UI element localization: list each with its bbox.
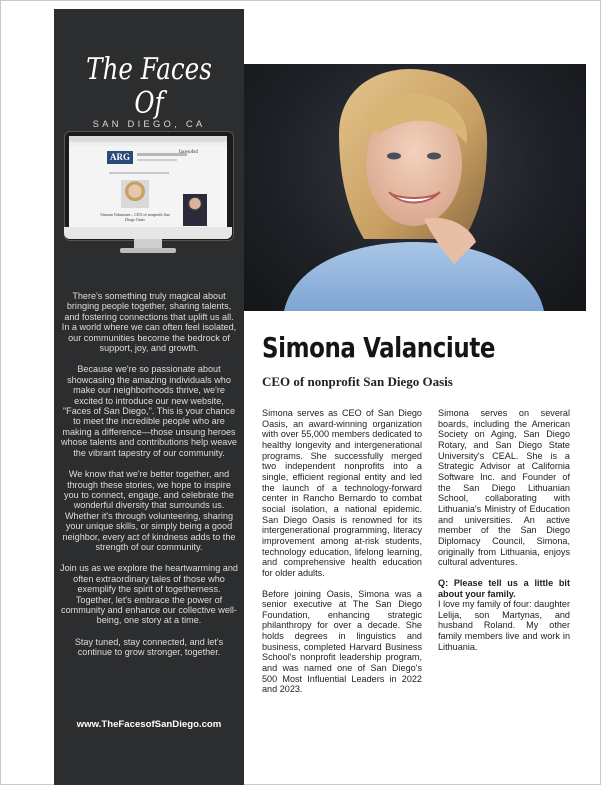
sidebar-intro-text <box>60 291 238 669</box>
profile-name: Simona Valanciute <box>262 331 496 364</box>
sidebar-paragraph-1: There's something truly magical about bringing people together, sharing talents, and fostering connections that uplift us all. In a world where we can often feel isolated, our communities become the bedrock of support, joy, and growth. <box>61 291 237 354</box>
article-paragraph-1: Simona serves as CEO of San Diego Oasis, an award-winning organization with over 55,000 members dedicated to healthy longevity and intergenerational programs. She successfully merged two independent nonprofits into a single, efficient regional entity and led the launch of a technology-forward center in Rancho Bernardo to combat social isolation, a national epidemic. San Diego Oasis is renowned for its intergenerational programming, literacy improvement among at-risk students, technology education, lifelong learning, and comprehensive health education for older adults. <box>262 408 422 578</box>
logo-script-text: The Faces Of <box>86 52 212 121</box>
screen-nav-line-2 <box>137 159 177 161</box>
interview-answer: I love my family of four: daughter Lelija, son Martynas, and husband Roland. My other family members live and work in Lithuania. <box>438 599 570 652</box>
website-url: www.TheFacesofSanDiego.com <box>76 719 222 730</box>
portrait-photo <box>244 64 586 311</box>
portrait-illustration <box>244 64 586 311</box>
screen-text-line <box>109 172 169 174</box>
screen-caption: Simona Valanciute – CEO of nonprofit San Diego Oasis <box>100 212 170 222</box>
screen-portrait-photo <box>121 180 149 208</box>
screen-secondary-photo <box>183 194 207 226</box>
logo-subtitle: SAN DIEGO, CA <box>92 119 206 130</box>
screen-site-brand: facesofsd <box>179 150 198 155</box>
monitor-base <box>120 248 176 253</box>
monitor-screen <box>69 136 227 227</box>
sidebar-paragraph-3: We know that we're better together, and through these stories, we hope to inspire you to connect, engage, and celebrate the wonderful diversity that surrounds us. Whether it's through volunteering, sharing your unique skills, or simply being a good neighbor, every act of kindness adds to the strength of our community. <box>62 469 236 552</box>
arg-logo: ARG <box>107 151 133 164</box>
profile-title: CEO of nonprofit San Diego Oasis <box>262 374 453 389</box>
article-column-right <box>438 408 570 652</box>
browser-address-bar <box>69 142 227 146</box>
interview-question: Q: Please tell us a little bit about your family. <box>438 577 570 599</box>
sidebar <box>54 9 244 785</box>
monitor-chin <box>64 227 232 239</box>
article-column-left <box>262 408 422 705</box>
sidebar-paragraph-5: Stay tuned, stay connected, and let's continue to grow stronger, together. <box>74 636 224 658</box>
website-preview-monitor <box>64 131 232 271</box>
article-paragraph-3: Simona serves on several boards, including the American Society on Aging, San Diego Rotary, and San Diego State University's CEAL. She is a Strategic Advisor at California Software Inc. and Founder of the San Diego Lithuanian School, collaborating with Lithuania's Ministry of Education and universities. An active member of the San Diego Diplomacy Council, Simona, originally from Lithuania, enjoys cultural adventures. <box>438 408 570 568</box>
sidebar-paragraph-2: Because we're so passionate about showcasing the amazing individuals who make our neighborhoods thrive, we're excited to introduce our new website, "Faces of San Diego,". This is your chance to meet the incredible people who are making a difference—those unsung heroes whose talents and contributions help weave the vibrant tapestry of our community. <box>61 364 237 458</box>
article-paragraph-2: Before joining Oasis, Simona was a senior executive at The San Diego Foundation, enhancing strategic philanthropy for over a decade. She holds degrees in linguistics and business, completed Harvard Business School's nonprofit leadership program, and was named one of San Diego's 500 Most Influential Leaders in 2022 and 2023. <box>262 588 422 695</box>
faces-of-san-diego-logo <box>54 53 244 130</box>
sidebar-paragraph-4: Join us as we explore the heartwarming and often extraordinary tales of those who exemplify the spirit of togetherness. Together, let's embrace the power of community and enhance our collective well-being, one story at a time. <box>60 563 238 626</box>
